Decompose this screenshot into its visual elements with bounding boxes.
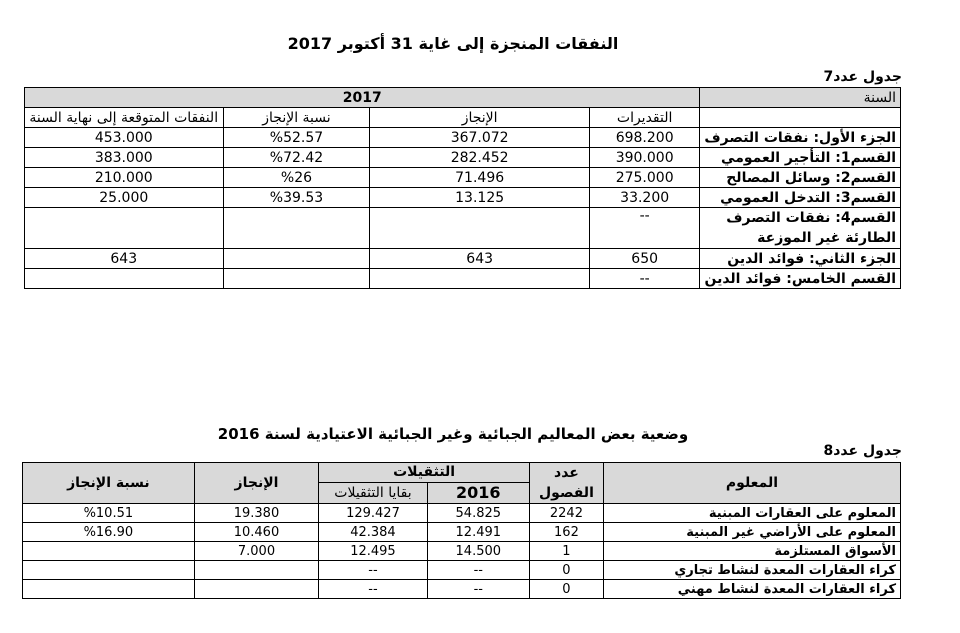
- row-label: القسم3: التدخل العمومي: [700, 188, 901, 208]
- pct-header-8: نسبة الإنجاز: [23, 463, 195, 504]
- table-row: [25, 208, 901, 249]
- cell-expected: 453.000: [25, 128, 224, 148]
- cell-remaining: 129.427: [319, 504, 427, 523]
- cell-achievement: 282.452: [370, 148, 589, 168]
- remaining-header: بقايا التثقيلات: [319, 482, 427, 503]
- row-label: القسم4: نفقات التصرف الطارئة غير الموزعة: [700, 208, 901, 249]
- table-row: [23, 561, 901, 580]
- cell-estimates: 275.000: [589, 168, 700, 188]
- cell-expected: 643: [25, 249, 224, 269]
- cell-pct: %16.90: [23, 523, 195, 542]
- cell-pct: [223, 249, 370, 269]
- cell-achievement: 7.000: [194, 542, 319, 561]
- cell-remaining: 42.384: [319, 523, 427, 542]
- table-row: [25, 168, 901, 188]
- table-row: [25, 188, 901, 208]
- cell-estimates: --: [589, 269, 700, 289]
- cell-remaining: --: [319, 580, 427, 599]
- achievement-header-8: الإنجاز: [194, 463, 319, 504]
- table8-label: جدول عدد8: [823, 443, 902, 459]
- cell-pct: %10.51: [23, 504, 195, 523]
- cell-pct: %26: [223, 168, 370, 188]
- table-row: [25, 269, 901, 289]
- cell-achievement: 10.460: [194, 523, 319, 542]
- cell-pct: %72.42: [223, 148, 370, 168]
- blank-header-cell: [700, 108, 901, 128]
- cell-chapters: 2242: [529, 504, 603, 523]
- year-col-header: السنة: [700, 88, 901, 108]
- cell-pct: [223, 269, 370, 289]
- cell-achievement: 13.125: [370, 188, 589, 208]
- row-label: المعلوم على العقارات المبنية: [603, 504, 900, 523]
- cell-estimates: 390.000: [589, 148, 700, 168]
- cell-achievement: [194, 561, 319, 580]
- cell-estimates: 698.200: [589, 128, 700, 148]
- cell-chapters: 0: [529, 561, 603, 580]
- cell-pct: %52.57: [223, 128, 370, 148]
- chapters-header: عدد الفصول: [529, 463, 603, 504]
- table-row: [23, 504, 901, 523]
- cell-chapters: 1: [529, 542, 603, 561]
- table-row: [23, 542, 901, 561]
- cell-estimates: --: [589, 208, 700, 249]
- cell-achievement: 643: [370, 249, 589, 269]
- row-label: القسم1: التأجير العمومي: [700, 148, 901, 168]
- pct-header: نسبة الإنجاز: [223, 108, 370, 128]
- cell-achievement: [370, 208, 589, 249]
- cell-remaining: 12.495: [319, 542, 427, 561]
- cell-achievement: 367.072: [370, 128, 589, 148]
- row-label: القسم2: وسائل المصالح: [700, 168, 901, 188]
- cell-achievement: [370, 269, 589, 289]
- cell-pct: [23, 580, 195, 599]
- year-header: 2017: [25, 88, 700, 108]
- row-label: الأسواق المستلزمة: [603, 542, 900, 561]
- cell-achievement: 19.380: [194, 504, 319, 523]
- cell-chapters: 162: [529, 523, 603, 542]
- row-label: القسم الخامس: فوائد الدين: [700, 269, 901, 289]
- cell-achievement: [194, 580, 319, 599]
- cell-expected: [25, 208, 224, 249]
- cell-remaining: --: [319, 561, 427, 580]
- table-row: [25, 128, 901, 148]
- cell-year2016: --: [427, 561, 529, 580]
- cell-expected: 210.000: [25, 168, 224, 188]
- estimates-header: التقديرات: [589, 108, 700, 128]
- title-expenditures: النفقات المنجزة إلى غاية 31 أكتوبر 2017: [287, 34, 619, 53]
- cell-year2016: 14.500: [427, 542, 529, 561]
- cell-expected: 383.000: [25, 148, 224, 168]
- cell-chapters: 0: [529, 580, 603, 599]
- cell-year2016: 54.825: [427, 504, 529, 523]
- achievement-header: الإنجاز: [370, 108, 589, 128]
- table7-label: جدول عدد7: [823, 69, 902, 85]
- row-label: الجزء الأول: نفقات التصرف: [700, 128, 901, 148]
- taxes-table: [22, 462, 901, 599]
- cell-estimates: 33.200: [589, 188, 700, 208]
- expected-header: النفقات المتوقعة إلى نهاية السنة: [25, 108, 224, 128]
- title-taxes: وضعية بعض المعاليم الجبائية وغير الجبائية الاعتيادية لسنة 2016: [217, 425, 689, 443]
- cell-year2016: 12.491: [427, 523, 529, 542]
- cell-year2016: --: [427, 580, 529, 599]
- row-label: كراء العقارات المعدة لنشاط مهني: [603, 580, 900, 599]
- year2016-header: 2016: [427, 482, 529, 503]
- cell-expected: 25.000: [25, 188, 224, 208]
- charges-header: التثقيلات: [319, 463, 530, 483]
- cell-estimates: 650: [589, 249, 700, 269]
- expenditures-table: [24, 87, 901, 289]
- row-label: الجزء الثاني: فوائد الدين: [700, 249, 901, 269]
- row-label: المعلوم على الأراضي غير المبنية: [603, 523, 900, 542]
- table-row: [25, 148, 901, 168]
- cell-expected: [25, 269, 224, 289]
- cell-pct: [23, 561, 195, 580]
- table-row: [23, 523, 901, 542]
- cell-pct: [223, 208, 370, 249]
- table-row: [23, 580, 901, 599]
- table-row: [25, 249, 901, 269]
- cell-pct: %39.53: [223, 188, 370, 208]
- row-label: كراء العقارات المعدة لنشاط تجاري: [603, 561, 900, 580]
- cell-achievement: 71.496: [370, 168, 589, 188]
- tax-header: المعلوم: [603, 463, 900, 504]
- cell-pct: [23, 542, 195, 561]
